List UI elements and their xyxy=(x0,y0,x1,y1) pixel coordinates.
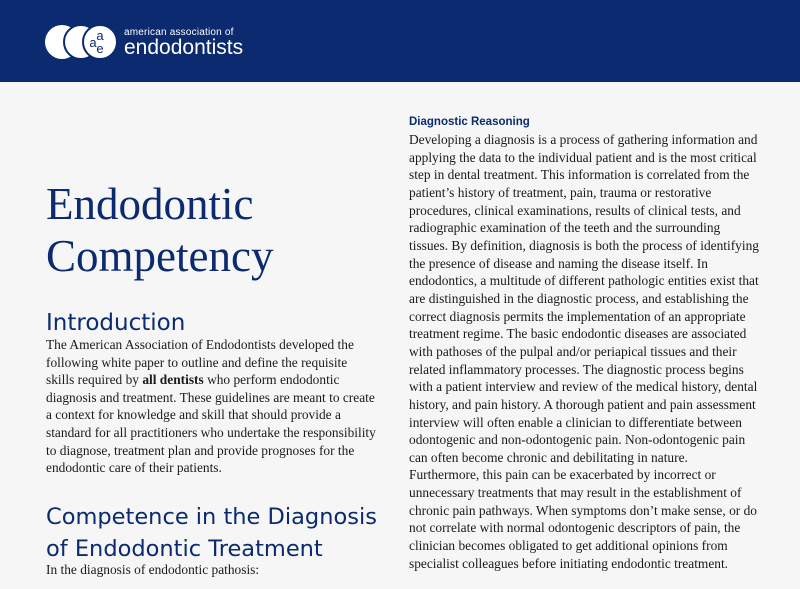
introduction-emphasis: all dentists xyxy=(142,372,204,388)
svg-text:a: a xyxy=(89,35,97,50)
introduction-heading: Introduction xyxy=(46,310,186,336)
logo-tagline: american association of xyxy=(124,27,234,38)
competence-heading: Competence in the Diagnosis of Endodontic Treatment xyxy=(46,504,377,562)
aae-logo-mark-icon xyxy=(44,22,122,62)
logo-wordmark: endodontists xyxy=(124,36,244,59)
diagnostic-reasoning-heading: Diagnostic Reasoning xyxy=(409,116,530,128)
competence-paragraph: In the diagnosis of endodontic pathosis: xyxy=(46,562,260,577)
page-title: Endodontic Competency xyxy=(46,179,274,281)
introduction-text-start: The American Association of Endodontists developed the following white paper to outline and define the requisite skills required by xyxy=(46,337,354,388)
diagnostic-reasoning-paragraph: Developing a diagnosis is a process of gathering information and applying the data to the individual patient and is the most critical step in dental treatment. This information is correlated from the patient’s history of treatment, pain, trauma or restorative procedures, clinical examinations, results of clinical tests, and radiographic examination of the teeth and the surrounding tissues. By definition, diagnosis is both the process of identifying the presence of disease and naming the disease itself. In endodontics, a multitude of different pathologic entities exist that are distinguished in the diagnostic process, and establishing the correct diagnosis permits the implementation of an appropriate treatment regime. The basic endodontic diseases are associated with pathoses of the pulpal and/or periapical tissues and their related inflammatory processes. The diagnostic process begins with a patient interview and review of the medical history, dental history, and pain history. A thorough patient and pain assessment interview will often enable a clinician to differentiate between odontogenic and non-odontogenic pain. Non-odontogenic pain can often become chronic and debilitating in nature. Furthermore, this pain can be exacerbated by incorrect or unnecessary treatments that may result in the establishment of chronic pain pathways. When symptoms don’t make sense, or do not correlate with normal odontogenic descriptors of pain, the clinician becomes obligated to get additional opinions from specialist colleagues before initiating endodontic treatment. xyxy=(409,132,759,571)
svg-text:e: e xyxy=(96,41,104,56)
svg-text:a: a xyxy=(96,28,104,43)
introduction-text-end: who perform endodontic diagnosis and treatment. These guidelines are meant to create a context for knowledge and skill that should provide a standard for all practitioners who undertake the responsibility to diagnose, treatment plan and provide prognoses for the endodontic care of their patients. xyxy=(46,372,376,476)
introduction-paragraph xyxy=(46,336,378,477)
header-bar xyxy=(0,0,800,82)
aae-logo[interactable] xyxy=(44,22,244,62)
